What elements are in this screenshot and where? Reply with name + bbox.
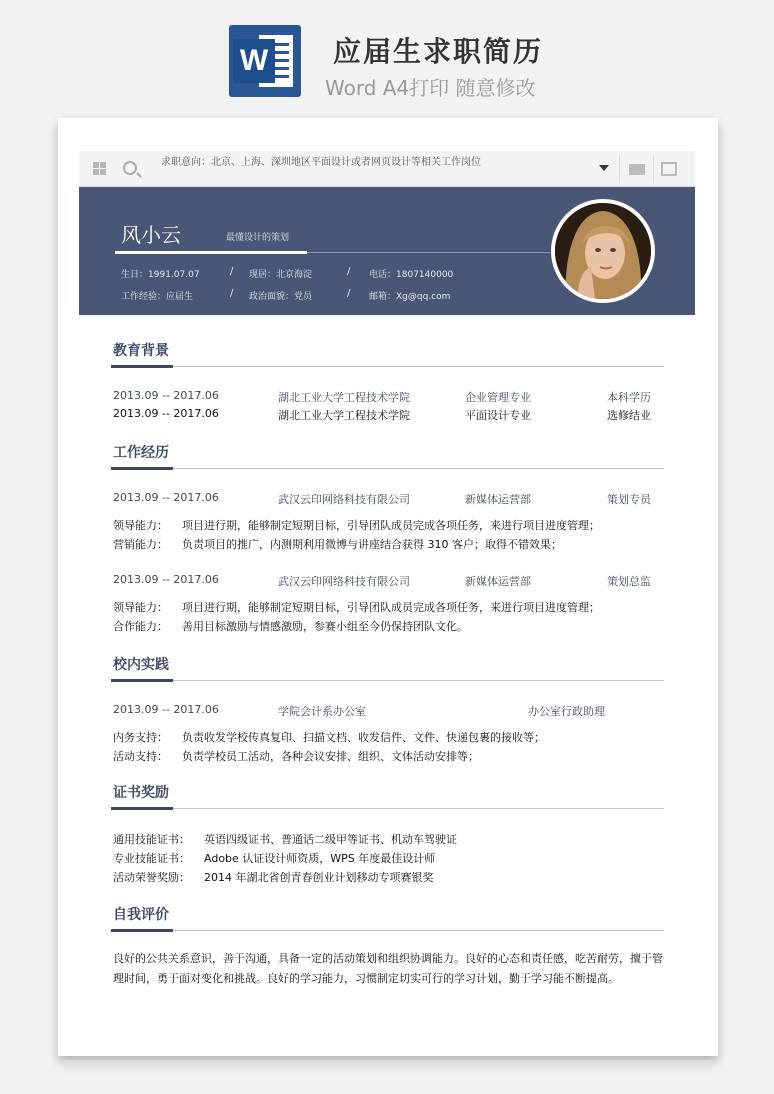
section-title-self: 自我评价 xyxy=(113,907,169,923)
word-logo-icon: W xyxy=(229,25,301,97)
edu-degree: 本科学历 xyxy=(607,391,651,404)
name-underline xyxy=(115,251,307,254)
job-period: 2013.09 -- 2017.06 xyxy=(113,573,219,586)
skill-label: 领导能力： xyxy=(113,601,168,614)
phone: 电话：1807140000 xyxy=(369,270,454,280)
candidate-tagline: 最懂设计的策划 xyxy=(226,233,290,243)
job-role: 策划总监 xyxy=(607,575,651,588)
campus-role: 办公室行政助理 xyxy=(528,705,605,718)
info-separator: / xyxy=(347,266,351,277)
edu-period: 2013.09 -- 2017.06 xyxy=(113,407,219,420)
job-intention: 求职意向：北京、上海、深圳地区平面设计或者网页设计等相关工作岗位 xyxy=(161,157,481,168)
email: 邮箱：Xg@qq.com xyxy=(369,292,451,302)
skill-label: 合作能力： xyxy=(113,620,168,633)
duty-desc: 负责学校员工活动，各种会议安排、组织、文体活动安排等； xyxy=(182,750,479,763)
profile-header xyxy=(79,187,695,315)
section-rule xyxy=(111,808,664,809)
birthday: 生日：1991.07.07 xyxy=(121,270,200,280)
open-mail-icon[interactable] xyxy=(661,162,677,176)
edu-major: 平面设计专业 xyxy=(465,409,531,422)
cert-label: 通用技能证书： xyxy=(113,833,190,846)
self-evaluation-text: 良好的公共关系意识，善于沟通，具备一定的活动策划和组织协调能力。良好的心态和责任感，吃苦耐劳，擅于管理时间，勇于面对变化和挑战。良好的学习能力，习惯制定切实可行的学习计划，勤于学习能不断提高。 xyxy=(113,952,663,985)
job-company: 武汉云印网络科技有限公司 xyxy=(278,493,410,506)
chevron-down-icon[interactable] xyxy=(599,165,609,171)
promo-banner xyxy=(0,0,774,118)
section-title-certs: 证书奖励 xyxy=(113,785,169,801)
edu-period: 2013.09 -- 2017.06 xyxy=(113,389,219,402)
section-rule-accent xyxy=(111,679,173,682)
job-dept: 新媒体运营部 xyxy=(465,575,531,588)
banner-subtitle: Word A4打印 随意修改 xyxy=(325,76,536,100)
top-toolbar xyxy=(79,151,695,187)
search-icon[interactable] xyxy=(123,161,137,175)
section-title-campus: 校内实践 xyxy=(113,657,169,673)
section-rule-accent xyxy=(111,929,173,932)
section-rule xyxy=(111,680,664,681)
section-rule-accent xyxy=(111,365,173,368)
header-rule xyxy=(307,252,553,253)
edu-school: 湖北工业大学工程技术学院 xyxy=(278,391,410,404)
section-rule xyxy=(111,366,664,367)
political-status: 政治面貌：党员 xyxy=(249,292,313,302)
work-experience: 工作经验：应届生 xyxy=(121,292,194,302)
campus-org: 学院会计系办公室 xyxy=(278,705,366,718)
windows-icon[interactable] xyxy=(93,162,107,176)
job-dept: 新媒体运营部 xyxy=(465,493,531,506)
cert-desc: 2014 年湖北省创青春创业计划移动专项赛银奖 xyxy=(204,871,434,884)
skill-desc: 项目进行期，能够制定短期目标，引导团队成员完成各项任务，来进行项目进度管理； xyxy=(182,601,600,614)
duty-label: 内务支持： xyxy=(113,731,168,744)
cert-label: 专业技能证书： xyxy=(113,852,190,865)
section-rule-accent xyxy=(111,807,173,810)
section-rule-accent xyxy=(111,467,173,470)
duty-desc: 负责收发学校传真复印、扫描文档、收发信件、文件、快递包裹的接收等； xyxy=(182,731,545,744)
info-separator: / xyxy=(347,288,351,299)
job-role: 策划专员 xyxy=(607,493,651,506)
skill-desc: 负责项目的推广，内测期利用微博与讲座结合获得 310 客户；取得不错效果； xyxy=(182,538,562,551)
edu-degree: 选修结业 xyxy=(607,409,651,422)
residence: 现居：北京海淀 xyxy=(249,270,313,280)
skill-desc: 项目进行期，能够制定短期目标，引导团队成员完成各项任务，来进行项目进度管理； xyxy=(182,519,600,532)
section-rule xyxy=(111,930,664,931)
skill-label: 营销能力： xyxy=(113,538,168,551)
job-period: 2013.09 -- 2017.06 xyxy=(113,491,219,504)
candidate-name: 风小云 xyxy=(121,223,181,247)
avatar xyxy=(551,199,655,303)
divider xyxy=(619,155,620,183)
resume-page xyxy=(58,118,718,1056)
edu-major: 企业管理专业 xyxy=(465,391,531,404)
edu-school: 湖北工业大学工程技术学院 xyxy=(278,409,410,422)
skill-label: 领导能力： xyxy=(113,519,168,532)
job-company: 武汉云印网络科技有限公司 xyxy=(278,575,410,588)
page-shadow xyxy=(64,1060,712,1074)
info-separator: / xyxy=(230,288,234,299)
mail-icon[interactable] xyxy=(629,164,645,175)
section-title-education: 教育背景 xyxy=(113,343,169,359)
section-rule xyxy=(111,468,664,469)
divider xyxy=(653,155,654,183)
campus-period: 2013.09 -- 2017.06 xyxy=(113,703,219,716)
cert-desc: Adobe 认证设计师资质，WPS 年度最佳设计师 xyxy=(204,852,436,865)
cert-desc: 英语四级证书、普通话二级甲等证书、机动车驾驶证 xyxy=(204,833,457,846)
banner-title: 应届生求职简历 xyxy=(333,35,544,68)
info-separator: / xyxy=(230,266,234,277)
skill-desc: 善用目标激励与情感激励，参赛小组至今仍保持团队文化。 xyxy=(182,620,468,633)
duty-label: 活动支持： xyxy=(113,750,168,763)
cert-label: 活动荣誉奖励： xyxy=(113,871,190,884)
section-title-work: 工作经历 xyxy=(113,445,169,461)
